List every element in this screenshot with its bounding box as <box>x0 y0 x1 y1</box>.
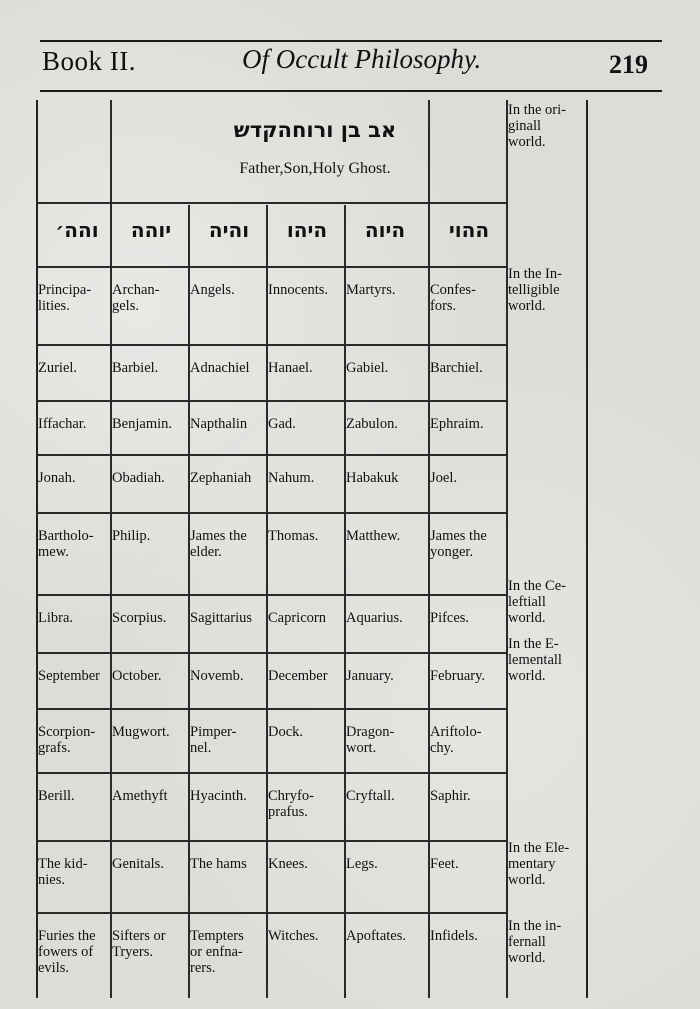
table-cell: Sifters or Tryers. <box>112 928 166 960</box>
table-cell: Archan- gels. <box>112 282 160 314</box>
table-cell: Cryftall. <box>346 788 395 804</box>
book-label: Book II. <box>42 46 136 76</box>
table-cell: Capricorn <box>268 610 326 626</box>
table-cell: Ephraim. <box>430 416 484 432</box>
row-divider <box>36 344 506 346</box>
table-cell: Mugwort. <box>112 724 170 740</box>
table-cell: September <box>38 668 101 684</box>
column-divider <box>266 205 268 998</box>
table-cell: The hams <box>190 856 247 872</box>
table-cell: Sagittarius <box>190 610 253 626</box>
table-cell: Knees. <box>268 856 308 872</box>
table-cell: Tempters or enfna- rers. <box>190 928 244 976</box>
table-cell: Iffachar. <box>38 416 87 432</box>
hebrew-name-cell: והיה <box>208 218 250 242</box>
table-cell: James the elder. <box>190 528 247 560</box>
table-cell: Novemb. <box>190 668 244 684</box>
table-cell: Dragon- wort. <box>346 724 395 756</box>
table-cell: Hyacinth. <box>190 788 247 804</box>
table-cell: Scorpion- grafs. <box>38 724 96 756</box>
hebrew-name-cell: והה׳ <box>55 218 99 242</box>
table-cell: Feet. <box>430 856 459 872</box>
table-cell: Genitals. <box>112 856 164 872</box>
table-cell: February. <box>430 668 486 684</box>
side-label-infernal: In the in- fernall world. <box>508 918 562 966</box>
table-cell: The kid- nies. <box>38 856 88 888</box>
side-label-elementary: In the Ele- mentary world. <box>508 840 570 888</box>
hebrew-name-cell: יוהה <box>130 218 172 242</box>
table-cell: Martyrs. <box>346 282 396 298</box>
side-label-original: In the ori- ginall world. <box>508 102 566 150</box>
running-title: Of Occult Philosophy. <box>242 44 482 74</box>
table-cell: Furies the fowers of evils. <box>38 928 96 976</box>
row-divider <box>36 772 506 774</box>
row-divider <box>36 912 506 914</box>
row-divider <box>36 512 506 514</box>
table-cell: Berill. <box>38 788 75 804</box>
row-divider <box>36 840 506 842</box>
page-number: 219 <box>609 50 648 79</box>
table-cell: Infidels. <box>430 928 478 944</box>
page-header <box>40 38 660 88</box>
table-cell: Confes- fors. <box>430 282 476 314</box>
table-cell: Libra. <box>38 610 74 626</box>
table-cell: Principa- lities. <box>38 282 92 314</box>
column-divider <box>344 205 346 998</box>
row-divider <box>36 708 506 710</box>
table-cell: Napthalin <box>190 416 248 432</box>
table-cell: Zephaniah <box>190 470 252 486</box>
table-cell: Barbiel. <box>112 360 159 376</box>
table-cell: January. <box>346 668 394 684</box>
table-cell: Witches. <box>268 928 319 944</box>
table-cell: Nahum. <box>268 470 315 486</box>
table-cell: December <box>268 668 328 684</box>
table-cell: October. <box>112 668 162 684</box>
table-cell: Gabiel. <box>346 360 389 376</box>
hebrew-name-cell: היוה <box>364 218 406 242</box>
table-cell: Philip. <box>112 528 151 544</box>
row-divider <box>36 202 506 204</box>
table-cell: Apoftates. <box>346 928 406 944</box>
trinity-caption: Father,Son,Holy Ghost. <box>239 160 391 177</box>
table-cell: Dock. <box>268 724 304 740</box>
table-cell: Pimper- nel. <box>190 724 237 756</box>
table-cell: James the yonger. <box>430 528 487 560</box>
table-cell: Matthew. <box>346 528 401 544</box>
hebrew-divine-name: אב בן ורוחהקדש <box>233 118 397 142</box>
hebrew-name-cell: היהו <box>286 218 328 242</box>
row-divider <box>36 400 506 402</box>
top-rule <box>40 40 662 42</box>
hebrew-name-cell: ההוי <box>448 218 490 242</box>
table-cell: Gad. <box>268 416 296 432</box>
table-cell: Benjamin. <box>112 416 173 432</box>
table-cell: Adnachiel <box>190 360 250 376</box>
table-cell: Angels. <box>190 282 235 298</box>
table-cell: Joel. <box>430 470 457 486</box>
row-divider <box>36 454 506 456</box>
table-cell: Legs. <box>346 856 378 872</box>
table-cell: Pifces. <box>430 610 470 626</box>
table-cell: Bartholo- mew. <box>38 528 94 560</box>
table-cell: Amethyft <box>112 788 168 804</box>
column-divider <box>188 205 190 998</box>
table-cell: Innocents. <box>268 282 328 298</box>
side-label-elemental: In the E- lementall world. <box>508 636 562 684</box>
table-cell: Zuriel. <box>38 360 78 376</box>
table-cell: Obadiah. <box>112 470 165 486</box>
table-cell: Saphir. <box>430 788 471 804</box>
table-cell: Jonah. <box>38 470 76 486</box>
table-cell: Scorpius. <box>112 610 167 626</box>
table-cell: Ariftolo- chy. <box>430 724 482 756</box>
table-cell: Aquarius. <box>346 610 403 626</box>
table-cell: Thomas. <box>268 528 319 544</box>
row-divider <box>36 266 506 268</box>
row-divider <box>36 652 506 654</box>
table-cell: Habakuk <box>346 470 399 486</box>
table-cell: Chryfo- prafus. <box>268 788 314 820</box>
side-label-intelligible: In the In- telligible world. <box>508 266 562 314</box>
header-rule <box>40 90 662 92</box>
row-divider <box>36 594 506 596</box>
table-cell: Hanael. <box>268 360 313 376</box>
table-cell: Zabulon. <box>346 416 398 432</box>
side-label-celestial: In the Ce- leftiall world. <box>508 578 566 626</box>
table-cell: Barchiel. <box>430 360 483 376</box>
